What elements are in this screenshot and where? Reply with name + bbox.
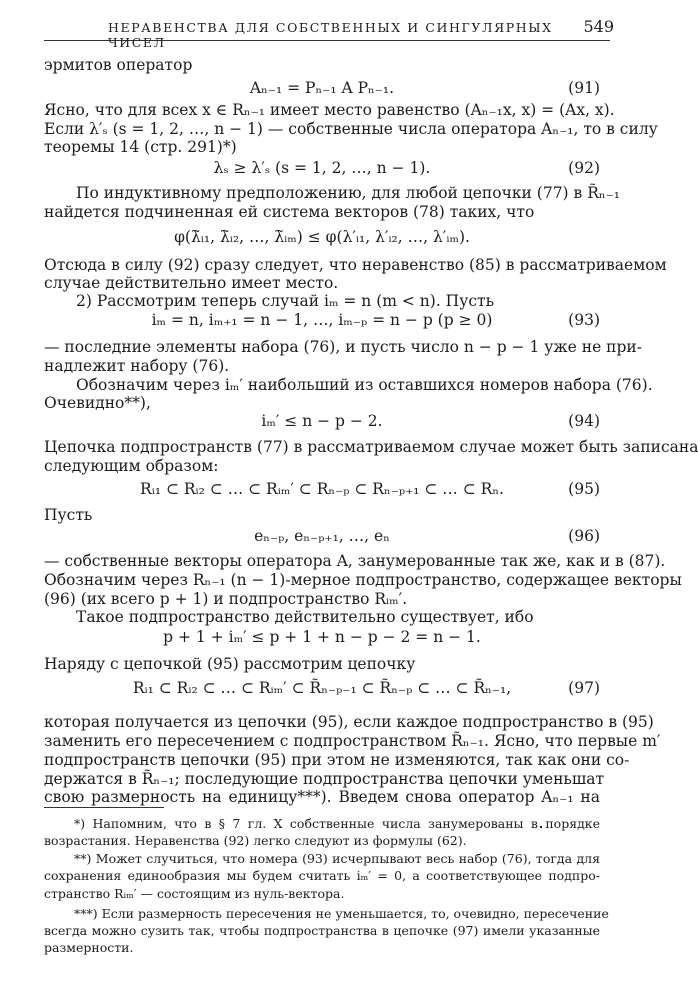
page-number: 549 — [583, 17, 614, 36]
equation-95 — [44, 478, 600, 502]
equation-formula: Rᵢ₁ ⊂ Rᵢ₂ ⊂ … ⊂ Rᵢₘ′ ⊂ R̃ₙ₋ₚ₋₁ ⊂ R̃ₙ₋ₚ ⊂ … ⊂ R̃ₙ₋₁, — [132, 679, 512, 697]
footnote-line: *) Напомним, что в § 7 гл. X собственные числа занумерованы в порядке — [74, 816, 600, 831]
footnote-line: **) Может случиться, что номера (93) исчерпывают весь набор (76), тогда для — [74, 851, 600, 866]
equation-dimension — [44, 626, 600, 650]
equation-formula: eₙ₋ₚ, eₙ₋ₚ₊₁, …, eₙ — [254, 527, 390, 545]
footnote-line: сохранения единообразия мы будем считать iₘ′ = 0, а соответствующее подпро- — [44, 868, 600, 883]
text-line: Отсюда в силу (92) сразу следует, что неравенство (85) в рассматриваемом — [44, 256, 667, 274]
equation-number: (91) — [568, 79, 600, 97]
footnote-line: всегда можно сузить так, чтобы подпространства в цепочке (97) имели указанные — [44, 923, 600, 938]
equation-formula: iₘ = n, iₘ₊₁ = n − 1, …, iₘ₋ₚ = n − p (p ≥ 0) — [151, 311, 493, 329]
text-line: надлежит набору (76). — [44, 357, 230, 375]
text-line: Цепочка подпространств (77) в рассматриваемом случае может быть записана — [44, 438, 698, 456]
footnote-line: странство Rᵢₘ′ — состоящим из нуль-вектора. — [44, 886, 345, 901]
equation-97 — [44, 677, 600, 701]
text-line: Наряду с цепочкой (95) рассмотрим цепочку — [44, 655, 416, 673]
equation-number: (95) — [568, 480, 600, 498]
equation-formula: iₘ′ ≤ n − p − 2. — [261, 412, 383, 430]
equation-94 — [44, 410, 600, 434]
text-line: — собственные векторы оператора A, занумерованные так же, как и в (87). — [44, 552, 666, 570]
text-line: случае действительно имеет место. — [44, 274, 339, 292]
equation-number: (93) — [568, 311, 600, 329]
equation-inequality — [44, 226, 600, 250]
text-line: заменить его пересечением с подпространством R̃ₙ₋₁. Ясно, что первые m′ — [44, 732, 661, 750]
text-line: — последние элементы набора (76), и пусть число n − p − 1 уже не при- — [44, 338, 642, 356]
text-line: Пусть — [44, 506, 93, 524]
text-line: подпространств цепочки (95) при этом не изменяются, так как они со- — [44, 751, 630, 769]
equation-number: (97) — [568, 679, 600, 697]
text-line: Обозначим через iₘ′ наибольший из оставшихся номеров набора (76). — [76, 376, 653, 394]
running-title: НЕРАВЕНСТВА ДЛЯ СОБСТВЕННЫХ И СИНГУЛЯРНЫХ ЧИСЕЛ — [108, 20, 553, 50]
footnote-line: размерности. — [44, 940, 134, 955]
running-header — [44, 17, 614, 50]
equation-number: (92) — [568, 159, 600, 177]
text-line: которая получается из цепочки (95), если каждое подпространство в (95) — [44, 713, 654, 731]
equation-92 — [44, 157, 600, 181]
equation-91 — [44, 77, 600, 101]
text-line: Ясно, что для всех x ∈ Rₙ₋₁ имеет место равенство (Aₙ₋₁x, x) = (Ax, x). — [44, 101, 615, 119]
equation-number: (94) — [568, 412, 600, 430]
text-line: (96) (их всего p + 1) и подпространство Rᵢₘ′. — [44, 590, 408, 608]
text-line: По индуктивному предположению, для любой цепочки (77) в R̃ₙ₋₁ — [76, 184, 620, 202]
text-line: держатся в R̃ₙ₋₁; последующие подпространства цепочки уменьшат — [44, 770, 605, 788]
equation-formula: Rᵢ₁ ⊂ Rᵢ₂ ⊂ … ⊂ Rᵢₘ′ ⊂ Rₙ₋ₚ ⊂ Rₙ₋ₚ₊₁ ⊂ … ⊂ Rₙ. — [140, 480, 504, 498]
text-line: эрмитов оператор — [44, 56, 193, 74]
equation-formula: λₛ ≥ λ′ₛ (s = 1, 2, …, n − 1). — [213, 159, 431, 177]
equation-formula: Aₙ₋₁ = Pₙ₋₁ A Pₙ₋₁. — [249, 79, 395, 97]
text-line: свою размерность на единицу***). Введем снова оператор Aₙ₋₁ на — [44, 788, 600, 806]
text-line: Обозначим через Rₙ₋₁ (n − 1)-мерное подпространство, содержащее векторы — [44, 571, 682, 589]
text-line: теоремы 14 (стр. 291)*) — [44, 138, 237, 156]
footnote-rule — [44, 807, 164, 808]
text-line: Такое подпространство действительно существует, ибо — [76, 608, 534, 626]
equation-formula: p + 1 + iₘ′ ≤ p + 1 + n − p − 2 = n − 1. — [163, 628, 481, 646]
equation-number: (96) — [568, 527, 600, 545]
equation-93 — [44, 309, 600, 333]
text-line: 2) Рассмотрим теперь случай iₘ = n (m < n). Пусть — [76, 292, 495, 310]
footnote-line: возрастания. Неравенства (92) легко следуют из формулы (62). — [44, 833, 467, 848]
equation-96 — [44, 525, 600, 549]
text-line: найдется подчиненная ей система векторов (78) таких, что — [44, 203, 535, 221]
text-line: Очевидно**), — [44, 394, 151, 412]
text-line: Если λ′ₛ (s = 1, 2, …, n − 1) — собственные числа оператора Aₙ₋₁, то в силу — [44, 120, 658, 138]
footnote-line: ***) Если размерность пересечения не уменьшается, то, очевидно, пересечение — [74, 906, 609, 921]
equation-formula: φ(λ̃ᵢ₁, λ̃ᵢ₂, …, λ̃ᵢₘ) ≤ φ(λ′ᵢ₁, λ′ᵢ₂, …, λ′ᵢₘ). — [174, 228, 470, 246]
text-line: следующим образом: — [44, 457, 219, 475]
